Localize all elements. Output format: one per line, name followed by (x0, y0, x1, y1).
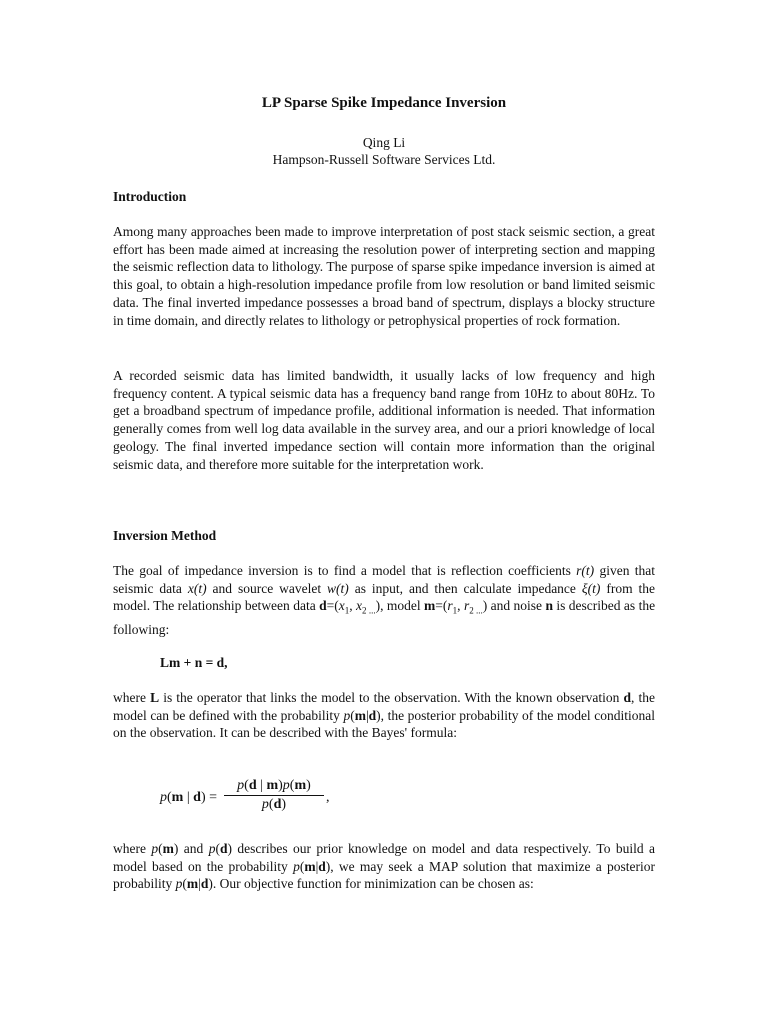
method-paragraph-1: The goal of impedance inversion is to find a model that is reflection coefficients r(t) given that seismic data x(t) and source wavelet w(t) as input, and then calculate impedance ξ(t) from the model. The relationship between data $d=(x_1$, $x_{2 ...}$), model $m=(r_1$, $r_{2 ...}$) and noise n is described as the following: (113, 563, 656, 637)
section-heading-introduction: Introduction (113, 189, 187, 204)
intro-paragraph-1: Among many approaches been made to improve interpretation of post stack seismic section, a great effort has been made aimed at increasing the resolution power of interpreting section and mapping the seismic reflection data to lithology. The purpose of sparse spike impedance inversion is aimed at this goal, to obtain a high-resolution impedance profile from low resolution or band limited seismic data. The final inverted impedance possesses a broad band of spectrum, displays a blocky structure in time domain, and directly relates to lithology or petrophysical properties of rock formation. (113, 224, 655, 328)
formula-denominator: p(d) (261, 797, 287, 812)
bayes-formula (160, 778, 480, 822)
intro-paragraph-2: A recorded seismic data has limited bandwidth, it usually lacks of low frequency and high frequency content. A typical seismic data has a frequency band range from 10Hz to about 80Hz. To get a broadband spectrum of impedance profile, additional information is needed. That information generally comes from well log data available in the survey area, and our a priori knowledge of local geology. The final inverted impedance section will contain more information than the original seismic data, and therefore more suitable for the interpretation work. (113, 368, 655, 472)
author-name: Qing Li (362, 135, 406, 150)
equation-lm-n-d: Lm + n = d, (160, 655, 228, 670)
formula-lhs: p(m | d) = (160, 790, 218, 805)
formula-fraction (224, 778, 324, 813)
paper-title: LP Sparse Spike Impedance Inversion (261, 95, 507, 111)
method-paragraph-3: where p(m) and p(d) describes our prior knowledge on model and data respectively. To build a model based on the probability p(m|d), we may seek a MAP solution that maximize a posterior probability p(m|d). Our objective function for minimization can be chosen as: (113, 841, 656, 892)
method-paragraph-2: where L is the operator that links the model to the observation. With the known observation d, the model can be defined with the probability p(m|d), the posterior probability of the model conditional on the observation. It can be described with the Bayes' formula: (113, 690, 655, 741)
section-heading-inversion-method: Inversion Method (113, 528, 217, 543)
formula-comma: , (326, 790, 330, 805)
author-affiliation: Hampson-Russell Software Services Ltd. (272, 152, 496, 167)
formula-numerator: p(d | m)p(m) (237, 778, 311, 793)
fraction-bar (224, 795, 324, 796)
